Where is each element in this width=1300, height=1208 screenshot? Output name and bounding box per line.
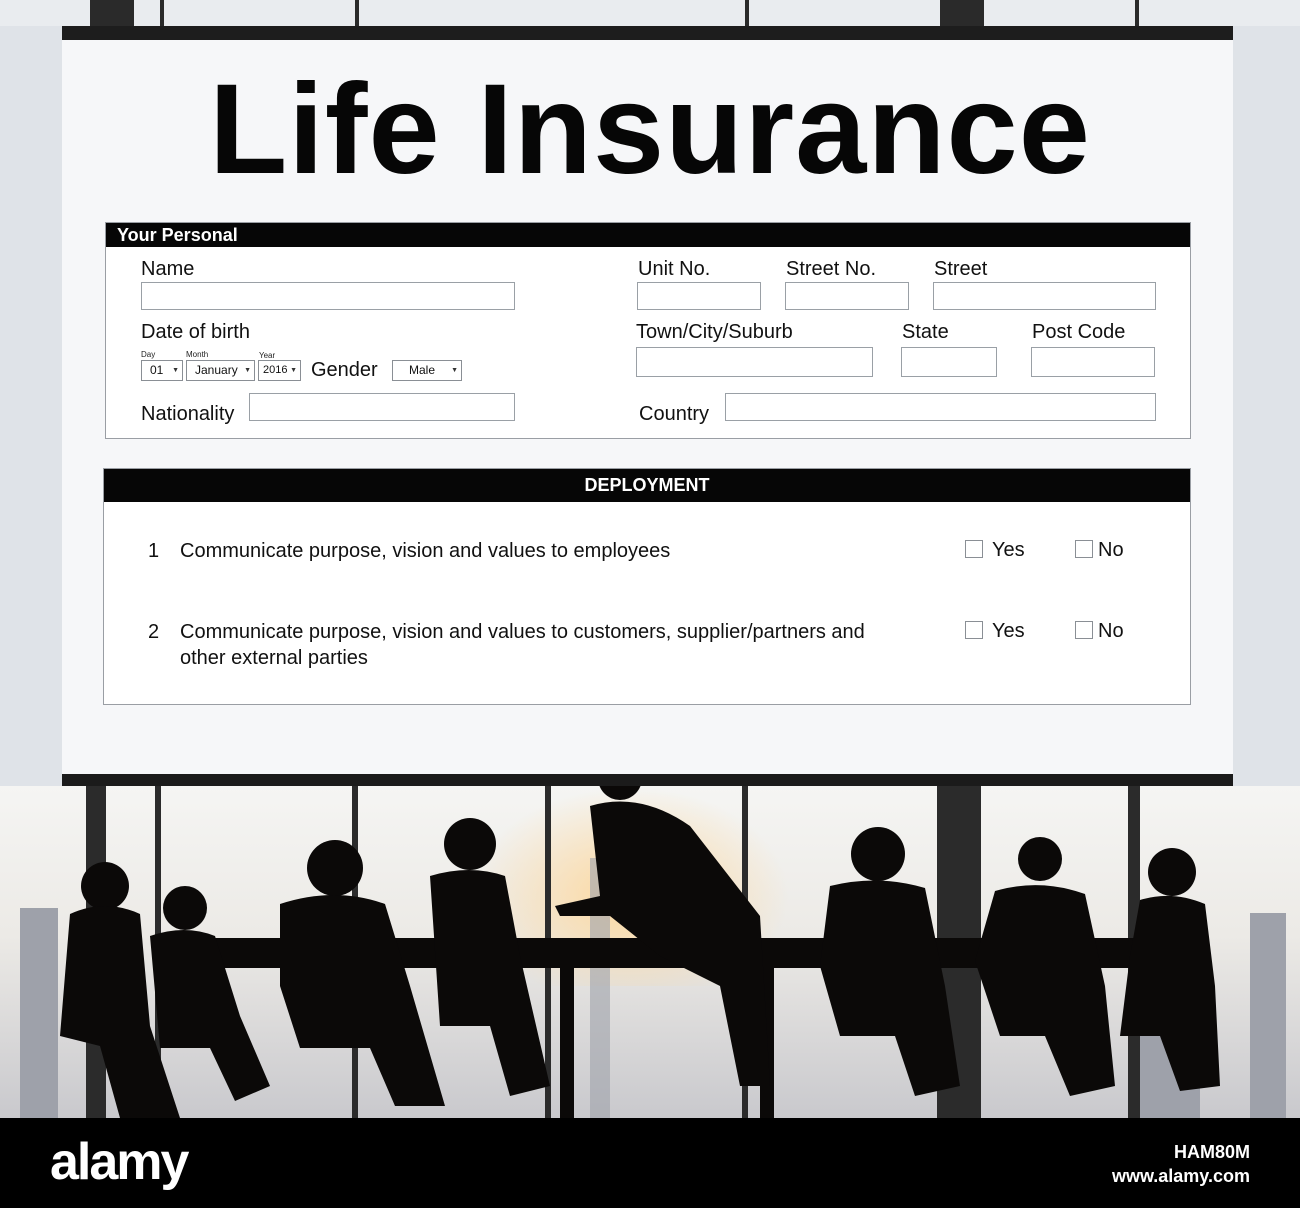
window-mullion	[90, 0, 134, 26]
window-frame-top	[0, 0, 1300, 26]
chevron-down-icon: ▼	[244, 367, 251, 374]
year-select[interactable]	[258, 360, 301, 381]
post-code-label: Post Code	[1032, 321, 1126, 343]
street-field[interactable]	[933, 282, 1156, 310]
dob-label: Date of birth	[141, 321, 250, 343]
people-silhouettes	[0, 786, 1300, 1118]
yes-label: Yes	[992, 539, 1025, 561]
brand-logo: alamy	[50, 1133, 188, 1191]
state-label: State	[902, 321, 949, 343]
year-value: 2016	[263, 364, 288, 376]
yes-checkbox[interactable]	[965, 621, 983, 639]
town-label: Town/City/Suburb	[636, 321, 793, 343]
deployment-header: DEPLOYMENT	[104, 469, 1190, 502]
day-caption: Day	[141, 350, 156, 359]
name-field[interactable]	[141, 282, 515, 310]
chevron-down-icon: ▼	[451, 367, 458, 374]
window-mullion	[160, 0, 164, 26]
footer-bar	[0, 1118, 1300, 1208]
nationality-label: Nationality	[141, 403, 235, 425]
window-mullion	[745, 0, 749, 26]
gender-select[interactable]	[392, 360, 462, 381]
gender-value: Male	[409, 363, 436, 377]
post-code-field[interactable]	[1031, 347, 1155, 377]
meeting-scene-photo	[0, 786, 1300, 1118]
item-text: Communicate purpose, vision and values to employees	[180, 540, 671, 562]
site-url: www.alamy.com	[1111, 1166, 1250, 1186]
unit-no-field[interactable]	[637, 282, 761, 310]
image-id: HAM80M	[1173, 1142, 1250, 1162]
no-label: No	[1098, 539, 1124, 561]
no-label: No	[1098, 620, 1124, 642]
personal-header: Your Personal	[106, 223, 1190, 247]
unit-no-label: Unit No.	[638, 258, 711, 280]
name-label: Name	[141, 258, 195, 280]
year-caption: Year	[259, 351, 276, 360]
month-select[interactable]	[186, 360, 255, 381]
country-label: Country	[639, 403, 710, 425]
country-field[interactable]	[725, 393, 1156, 421]
window-mullion	[355, 0, 359, 26]
no-checkbox[interactable]	[1075, 621, 1093, 639]
chevron-down-icon: ▼	[290, 367, 297, 374]
item-number: 1	[148, 540, 160, 562]
nationality-field[interactable]	[249, 393, 515, 421]
window-mullion	[940, 0, 984, 26]
street-label: Street	[934, 258, 988, 280]
chevron-down-icon: ▼	[172, 367, 179, 374]
page-title: Life Insurance	[209, 58, 1091, 201]
state-field[interactable]	[901, 347, 997, 377]
yes-label: Yes	[992, 620, 1025, 642]
month-caption: Month	[186, 350, 209, 359]
no-checkbox[interactable]	[1075, 540, 1093, 558]
day-value: 01	[150, 363, 164, 377]
yes-checkbox[interactable]	[965, 540, 983, 558]
month-value: January	[195, 363, 238, 377]
deployment-panel	[103, 468, 1191, 705]
window-mullion	[1135, 0, 1139, 26]
board-bottom-rail	[62, 774, 1233, 786]
gender-label: Gender	[311, 359, 378, 381]
street-no-label: Street No.	[786, 258, 877, 280]
item-number: 2	[148, 621, 160, 643]
street-no-field[interactable]	[785, 282, 909, 310]
town-field[interactable]	[636, 347, 873, 377]
item-text: Communicate purpose, vision and values to customers, supplier/partners and other external parties	[180, 621, 865, 669]
personal-panel	[105, 222, 1191, 439]
day-select[interactable]	[141, 360, 183, 381]
